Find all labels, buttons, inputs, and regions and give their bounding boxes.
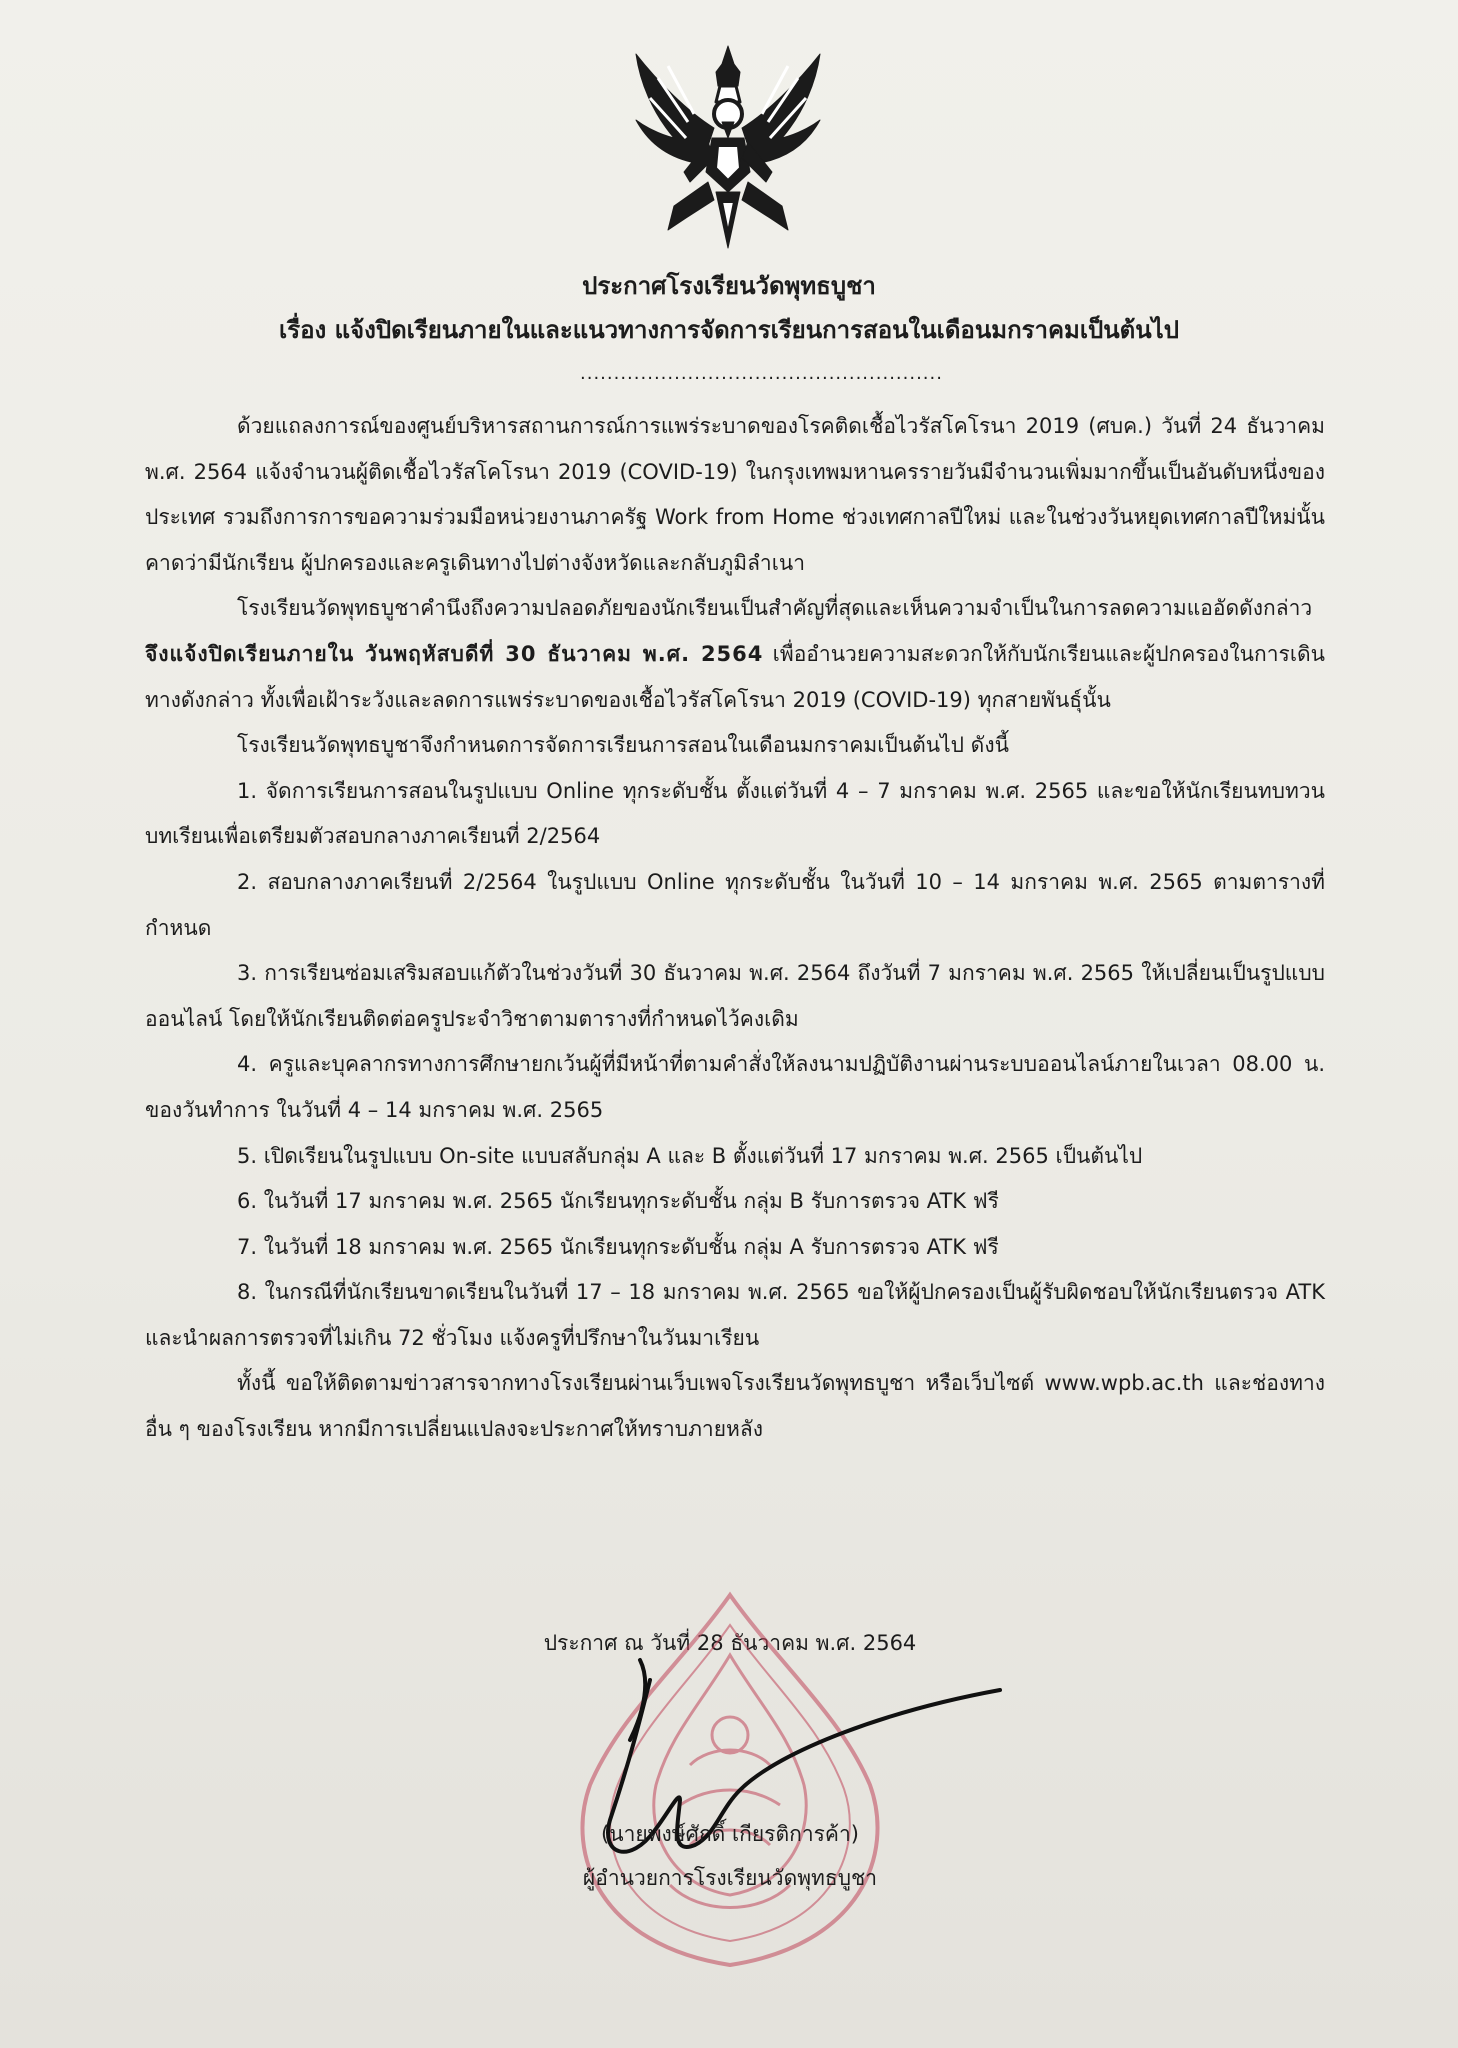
separator-dots: ......................................................	[580, 363, 943, 384]
list-item-1: 1. จัดการเรียนการสอนในรูปแบบ Online ทุกระดับชั้น ตั้งแต่วันที่ 4 – 7 มกราคม พ.ศ. 2565 และขอให้นักเรียนทบทวนบทเรียนเพื่อเตรียมตัวสอบกลางภาคเรียนที่ 2/2564	[145, 778, 1325, 849]
paragraph-covid-situation: ด้วยแถลงการณ์ของศูนย์บริหารสถานการณ์การแพร่ระบาดของโรคติดเชื้อไวรัสโคโรนา 2019 (ศบค.) วันที่ 24 ธันวาคม พ.ศ. 2564 แจ้งจำนวนผู้ติดเชื้อไวรัสโคโรนา 2019 (COVID-19) ในกรุงเทพมหานครรายวันมีจำนวนเพิ่มมากขึ้นเป็นอันดับหนึ่งของประเทศ รวมถึงการการขอความร่วมมือหน่วยงานภาครัฐ Work from Home ช่วงเทศกาลปีใหม่ และในช่วงวันหยุดเทศกาลปีใหม่นั้น คาดว่ามีนักเรียน ผู้ปกครองและครูเดินทางไปต่างจังหวัดและกลับภูมิลำเนา	[145, 414, 1325, 575]
announcement-body	[145, 404, 1325, 1453]
list-item-6: 6. ในวันที่ 17 มกราคม พ.ศ. 2565 นักเรียนทุกระดับชั้น กลุ่ม B รับการตรวจ ATK ฟรี	[237, 1189, 999, 1214]
announcement-dateline: ประกาศ ณ วันที่ 28 ธันวาคม พ.ศ. 2564	[543, 1631, 917, 1655]
signer-block	[430, 1812, 1030, 1900]
announcement-title: ประกาศโรงเรียนวัดพุทธบูชา	[582, 272, 876, 300]
list-item-7: 7. ในวันที่ 18 มกราคม พ.ศ. 2565 นักเรียนทุกระดับชั้น กลุ่ม A รับการตรวจ ATK ฟรี	[237, 1234, 999, 1259]
list-item-5: 5. เปิดเรียนในรูปแบบ On-site แบบสลับกลุ่ม A และ B ตั้งแต่วันที่ 17 มกราคม พ.ศ. 2565 เป็นต้นไป	[237, 1143, 1143, 1168]
signer-name: (นายพงษ์ศักดิ์ เกียรติการค้า)	[601, 1822, 859, 1846]
list-item-2: 2. สอบกลางภาคเรียนที่ 2/2564 ในรูปแบบ Online ทุกระดับชั้น ในวันที่ 10 – 14 มกราคม พ.ศ. 2565 ตามตารางที่กำหนด	[145, 869, 1325, 940]
closure-reason-text: เพื่ออำนวยความสะดวกให้กับนักเรียนและผู้ปกครองในการเดินทางดังกล่าว ทั้งเพื่อเฝ้าระวังและลดการแพร่ระบาดของเชื้อไวรัสโคโรนา 2019 (COVID-19) ทุกสายพันธุ์นั้น	[145, 641, 1325, 712]
signer-position: ผู้อำนวยการโรงเรียนวัดพุทธบูชา	[582, 1866, 878, 1890]
paragraph-january-plan: โรงเรียนวัดพุทธบูชาจึงกำหนดการจัดการเรียนการสอนในเดือนมกราคมเป็นต้นไป ดังนี้	[237, 733, 1009, 758]
closure-intro-text: โรงเรียนวัดพุทธบูชาคำนึงถึงความปลอดภัยของนักเรียนเป็นสำคัญที่สุดและเห็นความจำเป็นในการลดความแออัดดังกล่าว	[237, 596, 1313, 621]
garuda-emblem-icon	[628, 42, 828, 252]
list-item-4: 4. ครูและบุคลากรทางการศึกษายกเว้นผู้ที่มีหน้าที่ตามคำสั่งให้ลงนามปฏิบัติงานผ่านระบบออนไลน์ภายในเวลา 08.00 น. ของวันทำการ ในวันที่ 4 – 14 มกราคม พ.ศ. 2565	[145, 1052, 1325, 1122]
paragraph-follow-news: ทั้งนี้ ขอให้ติดตามข่าวสารจากทางโรงเรียนผ่านเว็บเพจโรงเรียนวัดพุทธบูชา หรือเว็บไซต์ www.wpb.ac.th และช่องทางอื่น ๆ ของโรงเรียน หากมีการเปลี่ยนแปลงจะประกาศให้ทราบภายหลัง	[145, 1371, 1325, 1442]
list-item-3: 3. การเรียนซ่อมเสริมสอบแก้ตัวในช่วงวันที่ 30 ธันวาคม พ.ศ. 2564 ถึงวันที่ 7 มกราคม พ.ศ. 2565 ให้เปลี่ยนเป็นรูปแบบออนไลน์ โดยให้นักเรียนติดต่อครูประจำวิชาตามตารางที่กำหนดไว้คงเดิม	[145, 961, 1325, 1031]
announcement-subject: เรื่อง แจ้งปิดเรียนภายในและแนวทางการจัดการเรียนการสอนในเดือนมกราคมเป็นต้นไป	[279, 316, 1179, 344]
list-item-8: 8. ในกรณีที่นักเรียนขาดเรียนในวันที่ 17 – 18 มกราคม พ.ศ. 2565 ขอให้ผู้ปกครองเป็นผู้รับผิดชอบให้นักเรียนตรวจ ATK และนำผลการตรวจที่ไม่เกิน 72 ชั่วโมง แจ้งครูที่ปรึกษาในวันมาเรียน	[145, 1280, 1325, 1350]
paragraph-school-closure	[145, 586, 1325, 723]
closure-date-emphasis: จึงแจ้งปิดเรียนภายใน วันพฤหัสบดีที่ 30 ธันวาคม พ.ศ. 2564	[145, 641, 764, 666]
